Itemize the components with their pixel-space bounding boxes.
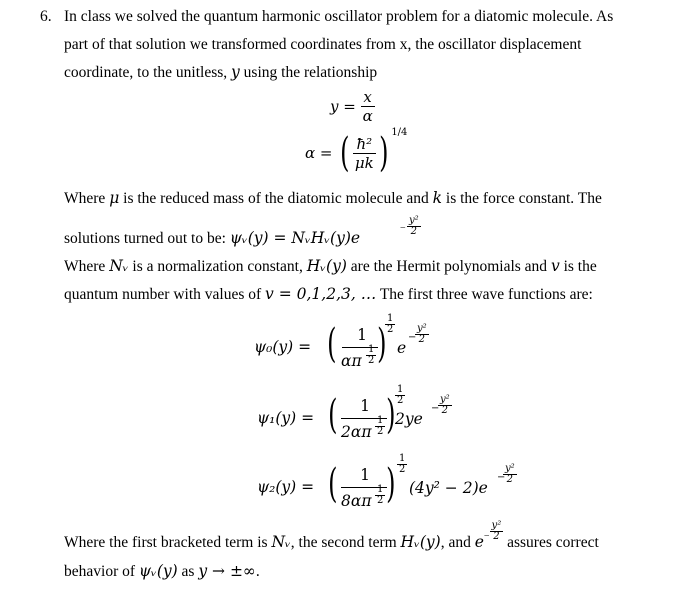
final-line-2 — [64, 562, 260, 581]
where-mu: μ — [109, 189, 120, 207]
final1-mid2: , and — [440, 534, 475, 552]
norm-pre: Where — [64, 258, 110, 275]
eq-alpha-num: ħ² — [353, 135, 376, 154]
psi0-half — [385, 314, 395, 335]
eq-alpha-exp: 1/4 — [391, 127, 408, 138]
final-line-1 — [64, 520, 599, 554]
psi2-exp-den: 2 — [506, 474, 514, 485]
solutions-exp-den: 2 — [410, 226, 418, 237]
final1-pre: Where the first bracketed term is — [64, 534, 272, 552]
psi2-exp-num: y² — [505, 463, 515, 474]
psi2-equation — [257, 452, 517, 522]
final2-post: . — [255, 563, 260, 580]
eq-y-lhs: y = — [330, 97, 356, 116]
psi2-lhs: ψ₂(y) = — [257, 478, 315, 496]
line3-pre: coordinate, to the unitless, — [64, 64, 232, 81]
qn-post: The first three wave functions are: — [376, 286, 593, 303]
final1-e: e — [474, 533, 484, 552]
psi2-tail: (4y² − 2)e — [409, 479, 488, 497]
norm-N: Nᵥ — [109, 257, 129, 275]
solutions-line — [64, 215, 419, 248]
eq-y-num: x — [361, 88, 375, 107]
psi2-den: 8απ — [341, 492, 372, 510]
psi0-lhs: ψ₀(y) = — [254, 338, 312, 356]
line3-var: y — [231, 63, 240, 81]
final1-exp-sign: − — [483, 531, 490, 543]
psi2-exp-sign: − — [497, 472, 506, 483]
qn-pre: quantum number with values of — [64, 286, 266, 303]
psi0-den-half-num: 1 — [368, 344, 375, 355]
norm-v: v — [550, 257, 560, 275]
solutions-formula: ψᵥ(y) = NᵥHᵥ(y)e — [229, 229, 361, 247]
psi1-half-den: 2 — [397, 395, 404, 406]
eq-alpha-lhs: α = — [305, 144, 333, 162]
problem-line-1: In class we solved the quantum harmonic oscillator problem for a diatomic molecule. As — [64, 8, 614, 25]
psi2-rparen: ) — [386, 461, 396, 507]
psi0-exp — [415, 324, 429, 345]
where-pre: Where — [64, 190, 110, 207]
qn-line — [64, 285, 593, 304]
psi0-den: απ — [341, 352, 362, 370]
final2-psi: ψᵥ(y) — [138, 562, 178, 580]
norm-H: Hᵥ(y) — [306, 257, 347, 275]
psi2-half — [397, 454, 407, 475]
psi1-den-half — [375, 416, 385, 437]
psi0-equation — [254, 312, 454, 382]
psi2-den-half — [375, 485, 385, 506]
psi1-lhs: ψ₁(y) = — [257, 409, 315, 427]
final1-post: assures correct — [503, 534, 599, 552]
psi0-exp-den: 2 — [418, 334, 426, 345]
psi0-exp-sign: − — [408, 332, 417, 343]
norm-mid2: are the Hermit polynomials and — [346, 258, 551, 275]
psi0-half-num: 1 — [387, 313, 394, 324]
psi1-den-half-num: 1 — [377, 415, 384, 426]
final2-limit: y → ±∞ — [198, 562, 256, 580]
final1-mid: , the second term — [290, 534, 401, 552]
psi1-exp-num: y² — [440, 394, 450, 405]
final1-H: Hᵥ(y) — [400, 533, 441, 552]
where-k: k — [432, 189, 443, 207]
solutions-exp-sign: − — [400, 223, 406, 234]
solutions-pre: solutions turned out to be: — [64, 230, 230, 247]
norm-post: is the — [559, 258, 597, 275]
equation-alpha — [305, 127, 408, 176]
psi2-den-half-den: 2 — [377, 495, 384, 506]
final1-exp-den: 2 — [493, 531, 500, 542]
problem-line-2: part of that solution we transformed coordinates from x, the oscillator displacement — [64, 36, 582, 53]
psi1-tail: 2ye — [395, 410, 423, 428]
psi2-num: 1 — [360, 466, 370, 484]
psi2-half-num: 1 — [399, 453, 406, 464]
right-paren: ) — [378, 130, 389, 176]
psi1-den-half-den: 2 — [377, 426, 384, 437]
solutions-exp-num: y² — [409, 215, 419, 226]
psi0-den-half — [366, 345, 376, 366]
where-line — [64, 189, 602, 208]
psi0-half-den: 2 — [387, 324, 394, 335]
psi1-num: 1 — [360, 397, 370, 415]
final1-exp — [490, 521, 504, 542]
norm-line — [64, 257, 597, 276]
where-post: is the force constant. The — [442, 190, 602, 207]
final1-N: Nᵥ — [271, 533, 291, 552]
final2-pre: behavior of — [64, 563, 139, 580]
psi1-half-num: 1 — [397, 384, 404, 395]
eq-y-fraction — [361, 88, 375, 125]
psi0-num: 1 — [357, 326, 367, 344]
psi1-exp — [438, 395, 452, 416]
left-paren: ( — [340, 130, 350, 176]
problem-number: 6. — [40, 8, 52, 25]
psi1-exp-sign: − — [431, 403, 440, 414]
psi1-equation — [257, 383, 477, 453]
equation-y — [330, 88, 375, 125]
psi2-lparen: ( — [328, 461, 338, 507]
psi1-lparen: ( — [328, 392, 338, 438]
qn-val: v = 0,1,2,3, … — [265, 285, 377, 303]
eq-alpha-den: μk — [354, 153, 374, 172]
problem-line-3 — [64, 63, 377, 82]
psi1-den: 2απ — [341, 423, 372, 441]
psi0-tail: e — [397, 339, 407, 357]
psi2-half-den: 2 — [399, 464, 406, 475]
line3-post: using the relationship — [239, 64, 378, 81]
psi1-exp-den: 2 — [441, 405, 449, 416]
where-mid: is the reduced mass of the diatomic molecule and — [119, 190, 433, 207]
norm-mid1: is a normalization constant, — [128, 258, 307, 275]
psi0-exp-num: y² — [417, 323, 427, 334]
psi0-lparen: ( — [327, 321, 337, 367]
eq-y-den: α — [362, 107, 373, 125]
final1-exp-num: y² — [491, 520, 502, 531]
solutions-exp — [407, 216, 421, 237]
psi2-exp — [503, 464, 517, 485]
psi0-rparen: ) — [377, 321, 387, 367]
psi2-den-half-num: 1 — [377, 484, 384, 495]
psi1-rparen: ) — [386, 392, 396, 438]
psi1-half — [395, 385, 405, 406]
final2-mid: as — [177, 563, 199, 580]
psi0-den-half-den: 2 — [368, 355, 375, 366]
eq-alpha-fraction — [353, 135, 376, 172]
